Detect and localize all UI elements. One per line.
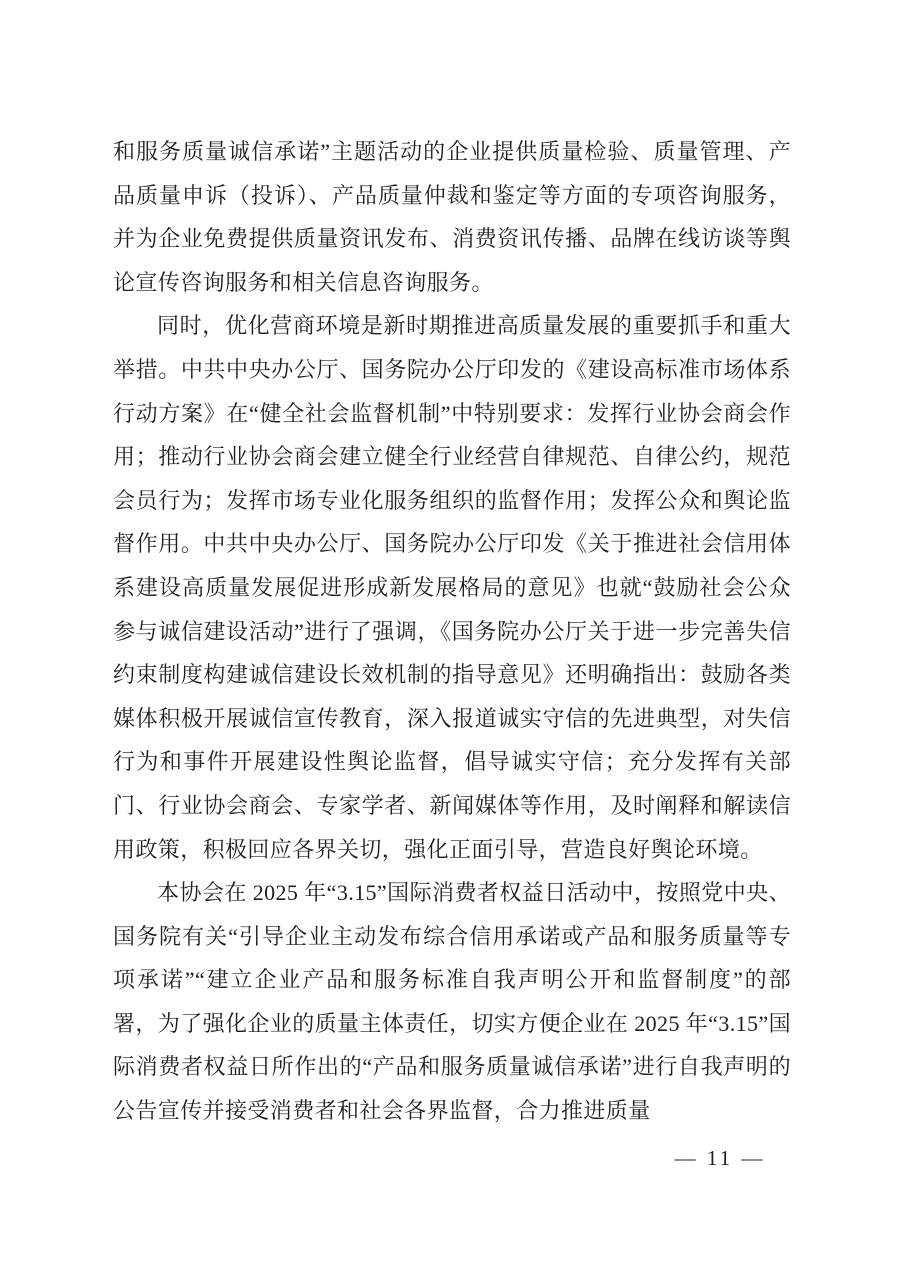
text-block [113,130,791,1133]
page-number: — 11 — [674,1146,766,1170]
paragraph-business-environment: 同时，优化营商环境是新时期推进高质量发展的重要抓手和重大举措。中共中央办公厅、国务院办公厅印发的《建设高标准市场体系行动方案》在“健全社会监督机制”中特别要求：发挥行业协会商会作用；推动行业协会商会建立健全行业经营自律规范、自律公约，规范会员行为；发挥市场专业化服务组织的监督作用；发挥公众和舆论监督作用。中共中央办公厅、国务院办公厅印发《关于推进社会信用体系建设高质量发展促进形成新发展格局的意见》也就“鼓励社会公众参与诚信建设活动”进行了强调，《国务院办公厅关于进一步完善失信约束制度构建诚信建设长效机制的指导意见》还明确指出：鼓励各类媒体积极开展诚信宣传教育，深入报道诚实守信的先进典型，对失信行为和事件开展建设性舆论监督，倡导诚实守信；充分发挥有关部门、行业协会商会、专家学者、新闻媒体等作用，及时阐释和解读信用政策，积极回应各界关切，强化正面引导，营造良好舆论环境。 [113,313,791,862]
paragraph-continuation: 和服务质量诚信承诺”主题活动的企业提供质量检验、质量管理、产品质量申诉（投诉）、产品质量仲裁和鉴定等方面的专项咨询服务，并为企业免费提供质量资讯发布、消费资讯传播、品牌在线访谈等舆论宣传咨询服务和相关信息咨询服务。 [113,139,791,295]
paragraph-association-315: 本协会在 2025 年“3.15”国际消费者权益日活动中，按照党中央、国务院有关“引导企业主动发布综合信用承诺或产品和服务质量等专项承诺”“建立企业产品和服务标准自我声明公开和监督制度”的部署，为了强化企业的质量主体责任，切实方便企业在 2025 年“3.15”国际消费者权益日所作出的“产品和服务质量诚信承诺”进行自我声明的公告宣传并接受消费者和社会各界监督，合力推进质量 [113,880,791,1124]
